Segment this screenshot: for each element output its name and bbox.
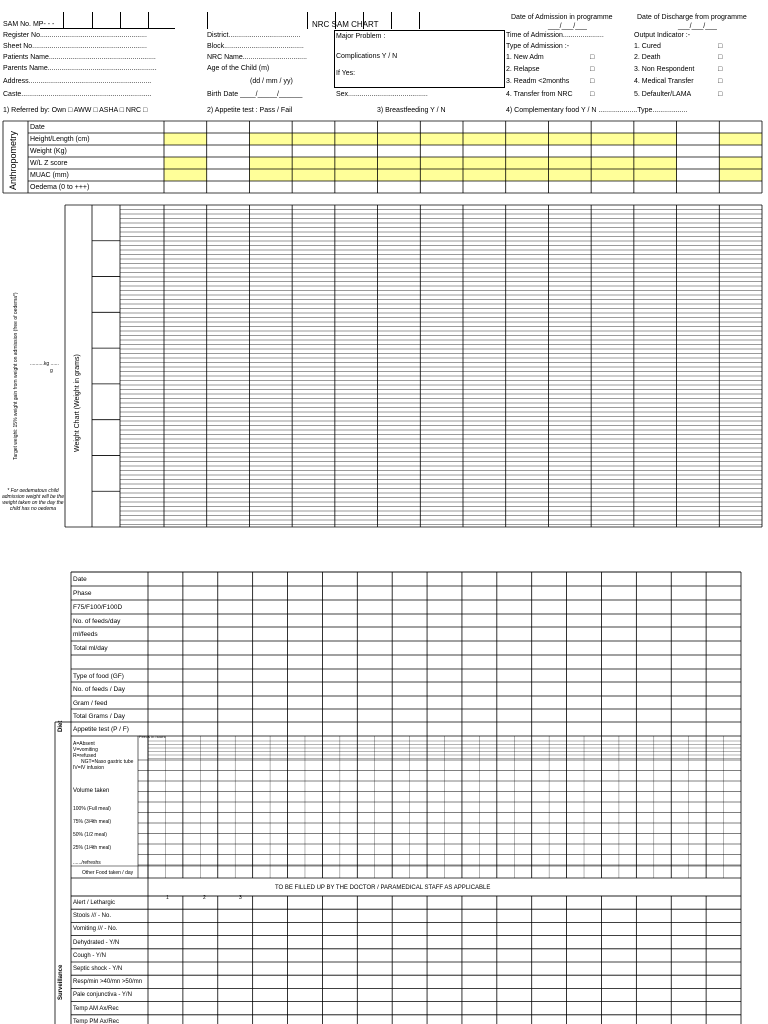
register-no-field[interactable]: Register No....................................................... xyxy=(3,32,147,39)
output-option: 4. Medical Transfer xyxy=(634,78,694,85)
volume-option: 100% (Full meal) xyxy=(73,806,111,812)
legend-item: A=Absent xyxy=(73,741,95,747)
output-checkbox[interactable]: □ xyxy=(718,91,723,98)
date-discharge-field[interactable]: ___/___/___ xyxy=(678,23,717,30)
anthro-row-label: Height/Length (cm) xyxy=(30,136,90,143)
if-yes-label: If Yes: xyxy=(336,70,356,77)
output-indicator-label: Output Indicator :- xyxy=(634,32,691,39)
oedema-footnote: * For oedematous child admission weight will be the weight taken on the day the child has no oedema xyxy=(2,488,64,512)
referred-by[interactable]: 1) Referred by: Own □ AWW □ ASHA □ NRC □ xyxy=(3,107,148,114)
diet-row-label: Date xyxy=(73,576,87,583)
diet-row-label: Appetite test (P / F) xyxy=(73,726,129,733)
anthro-row-label: MUAC (mm) xyxy=(30,172,69,179)
col-number: 1 xyxy=(166,895,169,901)
adm-checkbox[interactable]: □ xyxy=(590,66,595,73)
diet-row-label: No. of feeds / Day xyxy=(73,686,126,693)
target-weight-label: Target weight: 15% weight gain from weight on admission (free of oedema*) xyxy=(13,292,19,460)
output-checkbox[interactable]: □ xyxy=(718,43,723,50)
type-admission-label: Type of Admission :- xyxy=(506,43,570,50)
surv-row-label: Dehydrated - Y/N xyxy=(73,939,120,946)
adm-checkbox[interactable]: □ xyxy=(590,54,595,61)
diet-row-label: No. of feeds/day xyxy=(73,618,121,625)
district-field[interactable]: District..................................... xyxy=(207,32,301,39)
volume-option: 75% (3/4th meal) xyxy=(73,819,112,825)
output-option: 5. Defaulter/LAMA xyxy=(634,91,692,98)
nrc-name-field[interactable]: NRC Name................................. xyxy=(207,54,307,61)
birth-date-field[interactable]: Birth Date ____/_____/______ xyxy=(207,91,303,98)
patient-name-field[interactable]: Patients Name....................................................... xyxy=(3,54,156,61)
output-checkbox[interactable]: □ xyxy=(718,78,723,85)
major-problem-label: Major Problem : xyxy=(336,33,386,40)
output-option: 3. Non Respondent xyxy=(634,66,695,73)
volume-option: 50% (1/2 meal) xyxy=(73,832,107,838)
output-checkbox[interactable]: □ xyxy=(718,66,723,73)
address-field[interactable]: Address............................................................... xyxy=(3,78,152,85)
diet-row-label: Phase xyxy=(73,590,92,597)
anthropometry-label: Anthropometry xyxy=(8,130,18,190)
dob-format: (dd / mm / yy) xyxy=(250,78,293,85)
breastfeeding[interactable]: 3) Breastfeeding Y / N xyxy=(377,107,446,114)
anthro-row-label: Date xyxy=(30,124,45,131)
adm-type-option: 1. New Adm xyxy=(506,54,544,61)
surv-row-label: Temp AM Ax/Rec xyxy=(73,1005,119,1012)
refused-label: ....../refreshs xyxy=(73,860,101,866)
col-number: 3 xyxy=(239,895,242,901)
appetite-test[interactable]: 2) Appetite test : Pass / Fail xyxy=(207,107,293,114)
diet-row-label: F75/F100/F100D xyxy=(73,604,123,611)
feeds-hours-label: Feeds in hours xyxy=(139,734,166,739)
age-field[interactable]: Age of the Child (m) xyxy=(207,65,270,72)
anthro-row-label: W/L Z score xyxy=(30,160,68,167)
legend-item: IV=IV infusion xyxy=(73,765,104,771)
caste-field[interactable]: Caste................................................................... xyxy=(3,91,152,98)
feed-route-legend xyxy=(73,741,135,771)
kg-label[interactable]: ..........kg ...... xyxy=(30,361,59,367)
surveillance-banner: TO BE FILLED UP BY THE DOCTOR / PARAMEDICAL STAFF AS APPLICABLE xyxy=(275,885,491,891)
parent-name-field[interactable]: Parents Name........................................................ xyxy=(3,65,157,72)
diet-row-label: Total Grams / Day xyxy=(73,713,126,720)
sam-no-label: SAM No. MP- - - xyxy=(3,21,55,28)
sheet-no-field[interactable]: Sheet No........................................................... xyxy=(3,43,147,50)
legend-item: V=vomiting xyxy=(73,747,98,753)
adm-type-option: 2. Relapse xyxy=(506,66,540,73)
adm-type-option: 4. Transfer from NRC xyxy=(506,91,573,98)
chart-title: NRC SAM CHART xyxy=(312,20,379,29)
surv-row-label: Alert / Lethargic xyxy=(73,900,116,906)
volume-option: 25% (1/4th meal) xyxy=(73,845,112,851)
complications-label: Complications Y / N xyxy=(336,53,398,60)
diet-row-label: Gram / feed xyxy=(73,700,108,707)
diet-row-label: ml/feeds xyxy=(73,631,98,638)
complementary-food[interactable]: 4) Complementary food Y / N ....................Type.................. xyxy=(506,107,688,114)
sex-field[interactable]: Sex......................................... xyxy=(336,91,428,98)
diet-row-label: Total ml/day xyxy=(73,645,108,652)
output-option: 2. Death xyxy=(634,54,661,61)
adm-checkbox[interactable]: □ xyxy=(590,78,595,85)
surv-row-label: Septic shock - Y/N xyxy=(73,966,123,972)
surveillance-label: Surveillance xyxy=(58,964,64,1000)
surv-row-label: Cough - Y/N xyxy=(73,952,106,959)
anthro-row-label: Oedema (0 to +++) xyxy=(30,184,90,191)
output-option: 1. Cured xyxy=(634,43,661,50)
adm-type-option: 3. Readm <2months xyxy=(506,78,570,85)
surv-row-label: Resp/min >40/mn >50/mn xyxy=(73,979,143,986)
kg-label-2: g xyxy=(50,368,53,374)
diet-row-label: Type of food (GF) xyxy=(73,673,124,680)
legend-item: R=refused xyxy=(73,753,97,759)
legend-item: NGT=Naso gastric tube xyxy=(81,759,134,765)
date-admission-label: Date of Admission in programme xyxy=(511,14,613,21)
date-discharge-label: Date of Discharge from programme xyxy=(637,14,747,21)
col-number: 2 xyxy=(203,895,206,901)
adm-checkbox[interactable]: □ xyxy=(590,91,595,98)
weight-chart-label: Weight Chart (Weight in grams) xyxy=(74,354,81,452)
surv-row-label: Temp PM Ax/Rec xyxy=(73,1018,120,1024)
anthro-row-label: Weight (Kg) xyxy=(30,148,67,155)
block-field[interactable]: Block......................................... xyxy=(207,43,304,50)
diet-label: Diet xyxy=(58,720,64,732)
other-food-label: Other Food taken / day xyxy=(82,870,134,876)
time-admission-field[interactable]: Time of Admission..................... xyxy=(506,32,604,39)
surv-row-label: Stools /// - No. xyxy=(73,913,112,920)
date-admission-field[interactable]: ___/___/___ xyxy=(548,23,587,30)
output-checkbox[interactable]: □ xyxy=(718,54,723,61)
surv-row-label: Vomiting /// - No. xyxy=(73,926,118,933)
volume-taken-label: Volume taken xyxy=(73,788,110,794)
surv-row-label: Pale conjunctiva - Y/N xyxy=(73,992,132,999)
